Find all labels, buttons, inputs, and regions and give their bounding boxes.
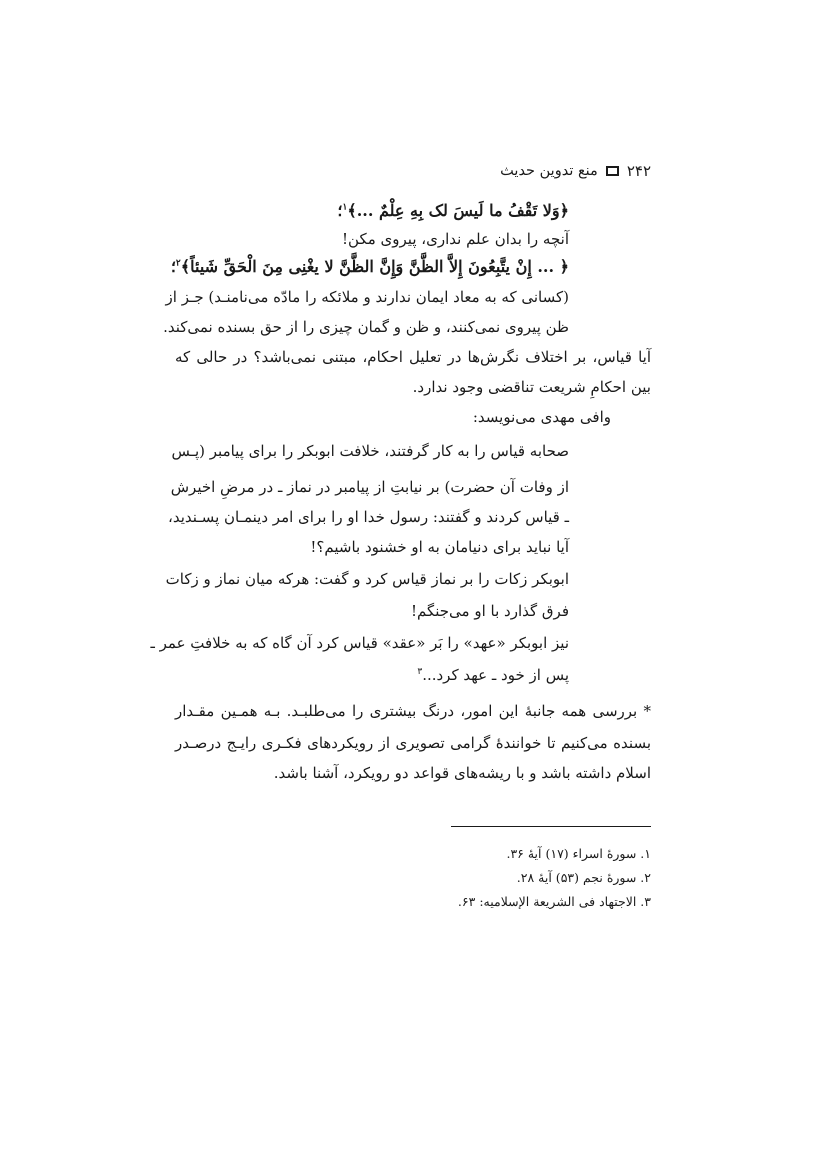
paragraph-3-line-3: اسلام داشته باشد و با ریشه‌های قواعد دو رویکرد، آشنا باشد. [273,764,651,782]
quote-3-line-1: نیز ابوبکر «عهد» را بَر «عقد» قیاس کرد آن گاه که به خلافتِ عمر ـ [150,634,569,652]
running-header [175,158,651,184]
quote-2-line-1: ابوبکر زکات را بر نماز قیاس کرد و گفت: هرکه میان نماز و زکات [165,570,569,588]
footnote-1: ۱. سورهٔ اسراء (۱۷) آیهٔ ۳۶. [506,846,651,861]
footnote-ref-3: ۳ [417,667,423,677]
paragraph-3-line-1: * بررسی همه جانبهٔ این امور، درنگ بیشتری را می‌طلبـد. بـه همـین مقـدار [175,702,651,720]
footnote-2: ۲. سورهٔ نجم (۵۳) آیهٔ ۲۸. [516,870,651,885]
book-page [150,0,651,1169]
quote-1-line-3: ـ قیاس کردند و گفتند: رسول خدا او را برای امر دینمـان پسـندید، [168,508,569,526]
book-title: منع تدوین حدیث [500,163,598,179]
footnote-ref-1: ۱ [342,202,348,213]
quote-2-line-2: فرق گذارد با او می‌جنگم! [410,602,569,620]
verse-2-translation-line-1: (کسانی که به معاد ایمان ندارند و ملائکه را مادّه می‌نامنـد) جـز از [165,288,569,306]
verse-2-translation-line-2: ظن پیروی نمی‌کنند، و ظن و گمان چیزی را از حق بسنده نمی‌کند. [163,318,569,336]
verse-2: ﴿ ... إِنْ یتَّبِعُونَ إِلاَّ الظَّنَّ وَإِنَّ الظَّنَّ لا یغْنِی مِنَ الْحَقِّ شَیئاً﴾$^۲$؛ [170,257,569,276]
quote-3-line-2: پس از خود ـ عهد کرد...$^۳$ [417,666,569,684]
paragraph-2-intro: وافی مهدی می‌نویسد: [472,408,611,426]
quote-1-line-4: آیا نباید برای دنیامان به او خشنود باشیم؟! [310,538,569,556]
footnote-ref-2: ۲ [175,258,181,269]
quote-1-line-1: صحابه قیاس را به کار گرفتند، خلافت ابوبکر را برای پیامبر (پـس [171,442,569,460]
header-box-icon [606,166,619,176]
paragraph-1-line-1: آیا قیاس، بر اختلاف نگرش‌ها در تعلیل احکام، مبتنی نمی‌باشد؟ در حالی که [175,348,651,366]
verse-1: ﴿وَلا تَقْفُ ما لَیسَ لک بِهِ عِلْمٌ ...﴾$^۱$؛ [337,201,569,220]
paragraph-1-line-2: بین احکامِ شریعت تناقضی وجود ندارد. [412,378,651,396]
footnote-3: ۳. الاجتهاد فی الشریعة الإسلامیه: ۶۳. [457,894,651,909]
quote-1-line-2: از وفات آن حضرت) بر نیابتِ از پیامبر در نماز ـ در مرضِ اخیرش [170,478,569,496]
page-number: ۲۴۲ [626,162,651,180]
paragraph-3-line-2: بسنده می‌کنیم تا خوانندهٔ گرامی تصویری از رویکردهای فکـری رایـج درصـدر [175,734,651,752]
verse-1-translation: آنچه را بدان علم نداری، پیروی مکن! [342,230,569,248]
footnote-separator [451,826,651,827]
